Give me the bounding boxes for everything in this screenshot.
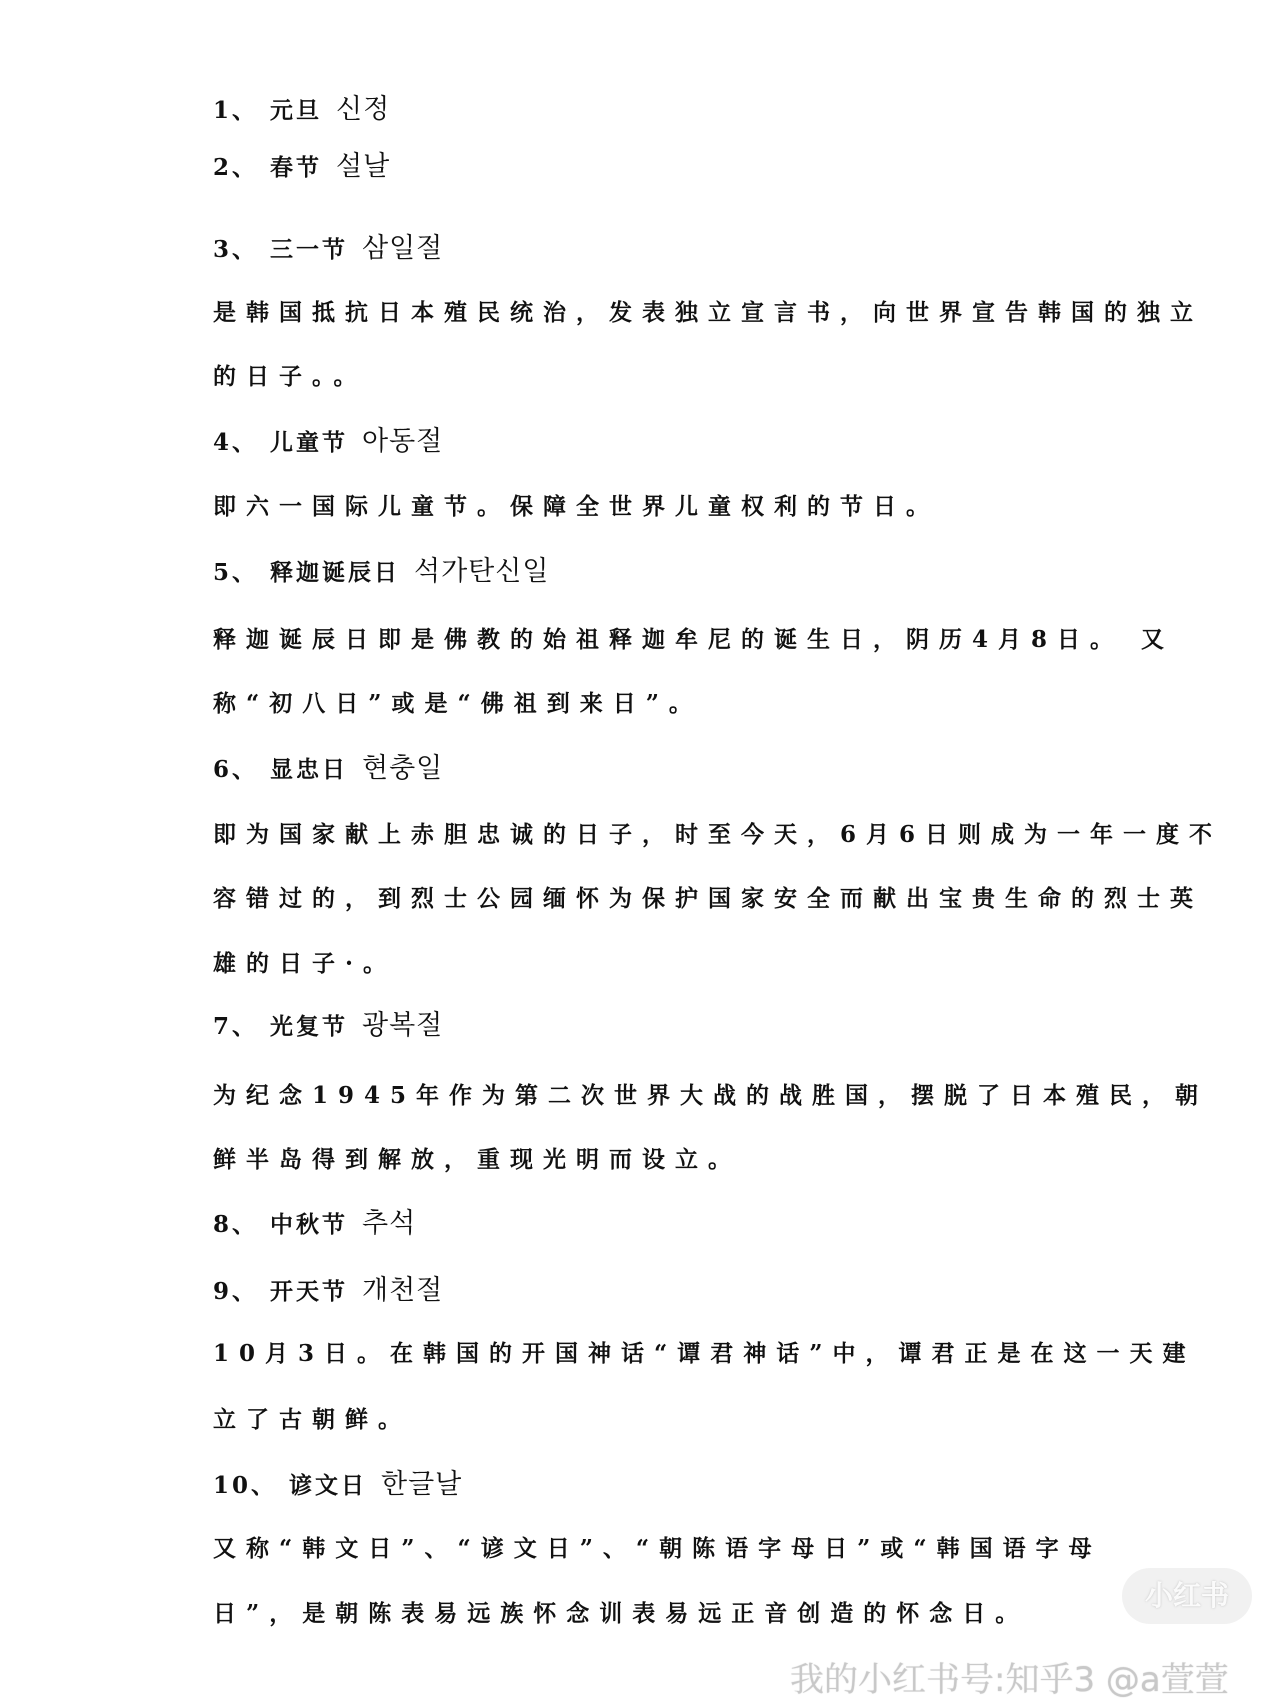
item-korean-name: 신정 (336, 94, 391, 125)
item-korean-name: 설날 (336, 151, 391, 182)
item-number: 2、 (213, 154, 259, 181)
watermark-text: 我的小红书号:知乎3 @a萱萱 (790, 1660, 1229, 1700)
description-line: 释迦诞辰日即是佛教的始祖释迦牟尼的诞生日，阴历4月8日。 又 (213, 626, 1175, 653)
item-korean-name: 석가탄신일 (414, 556, 550, 587)
item-korean-name: 개천절 (362, 1275, 444, 1306)
item-chinese-name: 释迦诞辰日 (270, 559, 401, 586)
item-heading-4 (213, 425, 1083, 460)
item-korean-name: 한글날 (381, 1469, 463, 1500)
item-number: 4、 (213, 429, 259, 456)
item-number: 9、 (213, 1278, 259, 1305)
description-line: 立了古朝鲜。 (213, 1406, 411, 1433)
item-chinese-name: 春节 (270, 154, 323, 181)
item-chinese-name: 显忠日 (270, 756, 349, 783)
item-chinese-name: 中秋节 (270, 1211, 349, 1238)
description-line: 是韩国抵抗日本殖民统治，发表独立宣言书，向世界宣告韩国的独立 (213, 299, 1203, 326)
item-number: 8、 (213, 1211, 259, 1238)
item-chinese-name: 三一节 (270, 236, 349, 263)
item-number: 7、 (213, 1013, 259, 1040)
description-line: 称“初八日”或是“佛祖到来日”。 (213, 690, 702, 717)
item-korean-name: 광복절 (362, 1010, 444, 1041)
item-number: 10、 (213, 1472, 278, 1499)
item-heading-3 (213, 232, 1083, 267)
item-chinese-name: 谚文日 (289, 1472, 368, 1499)
item-heading-6 (213, 752, 1083, 787)
description-line: 的日子。。 (213, 363, 367, 390)
description-line: 又称“韩文日”、“谚文日”、“朝陈语字母日”或“韩国语字母 (213, 1535, 1102, 1562)
item-korean-name: 아동절 (362, 426, 444, 457)
item-korean-name: 추석 (362, 1208, 417, 1239)
description-line: 为纪念1945年作为第二次世界大战的战胜国，摆脱了日本殖民，朝 (213, 1082, 1209, 1109)
item-chinese-name: 儿童节 (270, 429, 349, 456)
item-chinese-name: 元旦 (270, 97, 323, 124)
item-heading-1 (213, 93, 1083, 128)
description-line: 即六一国际儿童节。保障全世界儿童权利的节日。 (213, 493, 939, 520)
item-chinese-name: 光复节 (270, 1013, 349, 1040)
item-heading-9 (213, 1274, 1083, 1309)
description-line: 鲜半岛得到解放，重现光明而设立。 (213, 1146, 741, 1173)
item-heading-8 (213, 1207, 1083, 1242)
description-line: 日”，是朝陈表易远族怀念训表易远正音创造的怀念日。 (213, 1600, 1029, 1627)
description-line: 即为国家献上赤胆忠诚的日子，时至今天，6月6日则成为一年一度不 (213, 821, 1223, 848)
item-number: 3、 (213, 236, 259, 263)
item-number: 6、 (213, 756, 259, 783)
item-heading-5 (213, 555, 1083, 590)
item-chinese-name: 开天节 (270, 1278, 349, 1305)
item-heading-10 (213, 1468, 1083, 1503)
item-heading-7 (213, 1009, 1083, 1044)
item-number: 1、 (213, 97, 259, 124)
item-heading-2 (213, 150, 1083, 185)
description-line: 雄的日子·。 (213, 950, 397, 977)
item-number: 5、 (213, 559, 259, 586)
item-korean-name: 삼일절 (362, 233, 444, 264)
description-line: 10月3日。在韩国的开国神话“谭君神话”中，谭君正是在这一天建 (213, 1340, 1196, 1367)
item-korean-name: 현충일 (362, 753, 444, 784)
description-line: 容错过的，到烈士公园缅怀为保护国家安全而献出宝贵生命的烈士英 (213, 885, 1203, 912)
xiaohongshu-watermark-logo: 小红书 (1122, 1568, 1252, 1624)
